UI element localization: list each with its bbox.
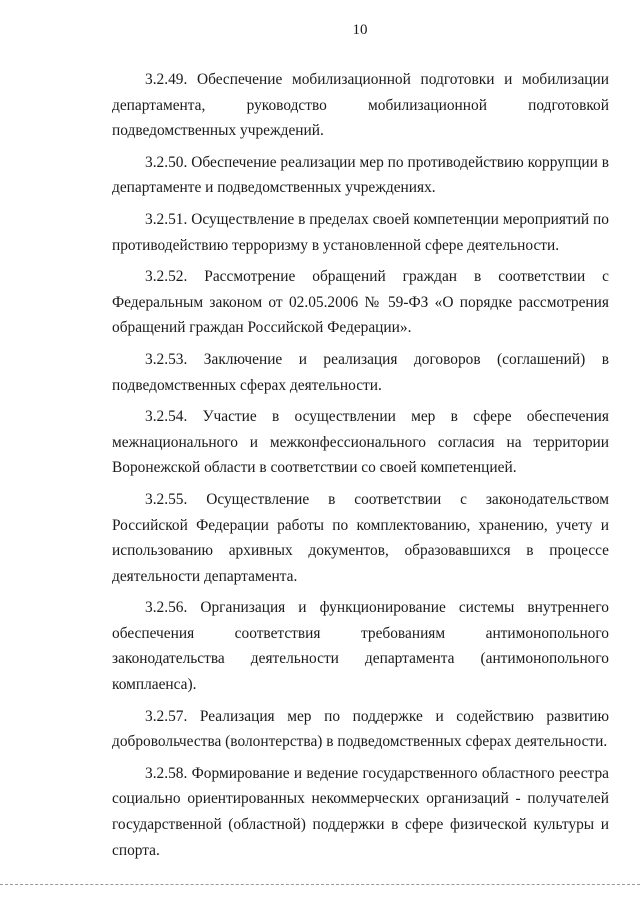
paragraph-3-2-49: 3.2.49. Обеспечение мобилизационной подготовки и мобилизации департамента, руководство мобилизационной подготовкой подведомственных учреждений. xyxy=(112,71,609,140)
paragraph-3-2-58: 3.2.58. Формирование и ведение государственного областного реестра социально ориентированных некоммерческих организаций - получателей государственной (областной) поддержки в сфере физической культуры и спорта. xyxy=(112,764,609,859)
document-body xyxy=(112,67,609,869)
paragraph-3-2-57: 3.2.57. Реализация мер по поддержке и содействию развитию добровольчества (волонтерства) в подведомственных сферах деятельности. xyxy=(112,707,609,751)
paragraph-3-2-51: 3.2.51. Осуществление в пределах своей компетенции мероприятий по противодействию терроризму в установленной сфере деятельности. xyxy=(112,210,609,254)
paragraph-3-2-54: 3.2.54. Участие в осуществлении мер в сфере обеспечения межнационального и межконфессионального согласия на территории Воронежской области в соответствии со своей компетенцией. xyxy=(112,408,609,477)
paragraph-3-2-53: 3.2.53. Заключение и реализация договоров (соглашений) в подведомственных сферах деятельности. xyxy=(112,350,609,394)
bottom-divider xyxy=(0,884,640,885)
paragraph-3-2-50: 3.2.50. Обеспечение реализации мер по противодействию коррупции в департаменте и подведомственных учреждениях. xyxy=(112,153,609,197)
paragraph-3-2-56: 3.2.56. Организация и функционирование системы внутреннего обеспечения соответствия требованиям антимонопольного законодательства деятельности департамента (антимонопольного комплаенса). xyxy=(112,599,609,694)
paragraph-3-2-55: 3.2.55. Осуществление в соответствии с законодательством Российской Федерации работы по комплектованию, хранению, учету и использованию архивных документов, образовавшихся в процессе деятельности департамента. xyxy=(112,490,609,585)
page-number: 10 xyxy=(352,22,368,38)
paragraph-3-2-52: 3.2.52. Рассмотрение обращений граждан в соответствии с Федеральным законом от 02.05.2006 № 59-ФЗ «О порядке рассмотрения обращений граждан Российской Федерации». xyxy=(112,268,609,337)
